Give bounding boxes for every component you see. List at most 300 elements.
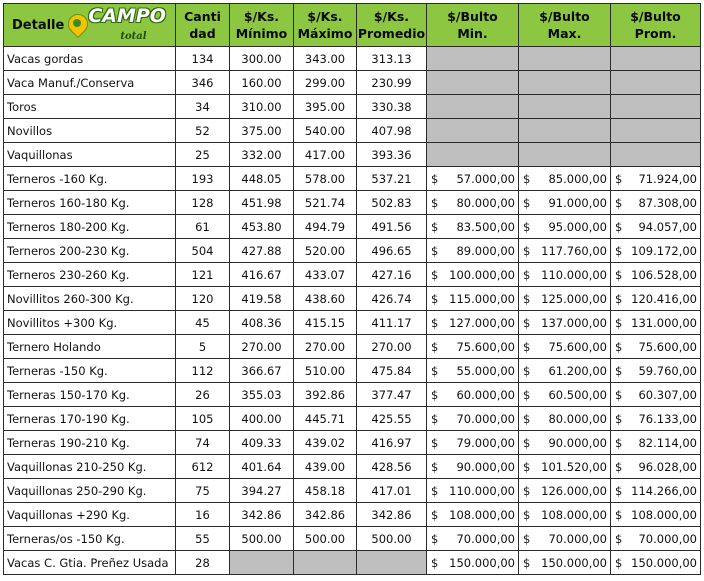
currency-symbol: $	[523, 243, 531, 258]
row-min-kg: 160.00	[230, 71, 294, 95]
table-row	[4, 215, 701, 239]
row-min-kg: 500.00	[230, 527, 294, 551]
logo-sub: total	[120, 31, 147, 42]
row-max-kg: 500.00	[294, 527, 357, 551]
row-max-kg: 439.02	[294, 431, 357, 455]
row-prom-kg: 330.38	[357, 95, 427, 119]
table-row	[4, 71, 701, 95]
row-bulto-max	[519, 359, 611, 383]
row-bulto-min	[427, 527, 519, 551]
currency-symbol: $	[523, 315, 531, 330]
row-bulto-prom	[611, 215, 701, 239]
currency-symbol: $	[523, 555, 531, 570]
money-value: 83.500,00	[456, 219, 515, 234]
row-detalle: Terneros 230-260 Kg.	[4, 263, 176, 287]
row-min-kg: 332.00	[230, 143, 294, 167]
table-row	[4, 95, 701, 119]
row-bulto-prom	[611, 383, 701, 407]
row-bulto-max	[519, 455, 611, 479]
row-detalle: Novillitos 260-300 Kg.	[4, 287, 176, 311]
currency-symbol: $	[615, 555, 623, 570]
table-row	[4, 431, 701, 455]
row-bulto-min	[427, 215, 519, 239]
row-bulto-min	[427, 239, 519, 263]
row-max-kg: 439.00	[294, 455, 357, 479]
row-bulto-max	[519, 503, 611, 527]
currency-symbol: $	[615, 387, 623, 402]
row-max-kg: 343.00	[294, 47, 357, 71]
currency-symbol: $	[431, 339, 439, 354]
currency-symbol: $	[615, 531, 623, 546]
money-value: 70.000,00	[548, 531, 607, 546]
money-value: 60.000,00	[456, 387, 515, 402]
currency-symbol: $	[615, 243, 623, 258]
row-bulto-max	[519, 383, 611, 407]
row-bulto-max	[519, 71, 611, 95]
row-bulto-max	[519, 407, 611, 431]
row-bulto-max	[519, 311, 611, 335]
logo-word: CAMPO	[88, 5, 166, 27]
header-row	[4, 4, 701, 47]
row-prom-kg: 417.01	[357, 479, 427, 503]
row-bulto-max	[519, 239, 611, 263]
money-value: 106.528,00	[631, 267, 697, 282]
money-value: 114.266,00	[631, 483, 697, 498]
row-prom-kg: 411.17	[357, 311, 427, 335]
row-min-kg: 400.00	[230, 407, 294, 431]
row-min-kg: 310.00	[230, 95, 294, 119]
row-bulto-prom	[611, 311, 701, 335]
table-row	[4, 143, 701, 167]
currency-symbol: $	[431, 459, 439, 474]
row-prom-kg: 230.99	[357, 71, 427, 95]
row-cantidad: 346	[176, 71, 230, 95]
row-detalle: Terneras -150 Kg.	[4, 359, 176, 383]
row-bulto-prom	[611, 479, 701, 503]
row-bulto-prom	[611, 335, 701, 359]
money-value: 110.000,00	[541, 267, 607, 282]
money-value: 91.000,00	[548, 195, 607, 210]
row-max-kg: 415.15	[294, 311, 357, 335]
currency-symbol: $	[431, 291, 439, 306]
money-value: 85.000,00	[548, 171, 607, 186]
row-prom-kg: 475.84	[357, 359, 427, 383]
row-bulto-prom	[611, 431, 701, 455]
row-detalle: Terneras 150-170 Kg.	[4, 383, 176, 407]
row-bulto-max	[519, 95, 611, 119]
money-value: 126.000,00	[541, 483, 607, 498]
row-detalle: Terneros 180-200 Kg.	[4, 215, 176, 239]
table-row	[4, 167, 701, 191]
row-bulto-prom	[611, 527, 701, 551]
currency-symbol: $	[431, 483, 439, 498]
money-value: 108.000,00	[449, 507, 515, 522]
header-detalle-label: Detalle	[12, 17, 65, 33]
row-max-kg: 438.60	[294, 287, 357, 311]
row-min-kg: 342.86	[230, 503, 294, 527]
row-bulto-max	[519, 479, 611, 503]
currency-symbol: $	[523, 387, 531, 402]
money-value: 108.000,00	[541, 507, 607, 522]
currency-symbol: $	[431, 315, 439, 330]
row-cantidad: 28	[176, 551, 230, 575]
money-value: 55.000,00	[456, 363, 515, 378]
row-min-kg: 408.36	[230, 311, 294, 335]
row-min-kg: 394.27	[230, 479, 294, 503]
money-value: 150.000,00	[449, 555, 515, 570]
money-value: 100.000,00	[449, 267, 515, 282]
row-bulto-min	[427, 287, 519, 311]
row-min-kg: 453.80	[230, 215, 294, 239]
money-value: 90.000,00	[548, 435, 607, 450]
row-prom-kg: 425.55	[357, 407, 427, 431]
money-value: 150.000,00	[541, 555, 607, 570]
currency-symbol: $	[523, 531, 531, 546]
row-min-kg: 355.03	[230, 383, 294, 407]
row-cantidad: 105	[176, 407, 230, 431]
row-bulto-prom	[611, 287, 701, 311]
money-value: 95.000,00	[548, 219, 607, 234]
row-prom-kg: 500.00	[357, 527, 427, 551]
currency-symbol: $	[431, 267, 439, 282]
currency-symbol: $	[523, 507, 531, 522]
money-value: 80.000,00	[456, 195, 515, 210]
money-value: 150.000,00	[631, 555, 697, 570]
row-detalle: Terneras/os -150 Kg.	[4, 527, 176, 551]
row-min-kg: 451.98	[230, 191, 294, 215]
row-cantidad: 61	[176, 215, 230, 239]
row-max-kg: 392.86	[294, 383, 357, 407]
price-table	[3, 3, 701, 575]
campo-total-logo	[68, 5, 166, 42]
table-row	[4, 119, 701, 143]
row-cantidad: 26	[176, 383, 230, 407]
row-max-kg: 458.18	[294, 479, 357, 503]
row-bulto-prom	[611, 407, 701, 431]
currency-symbol: $	[523, 459, 531, 474]
row-prom-kg: 407.98	[357, 119, 427, 143]
row-bulto-min	[427, 503, 519, 527]
row-prom-kg: 537.21	[357, 167, 427, 191]
currency-symbol: $	[615, 411, 623, 426]
currency-symbol: $	[523, 267, 531, 282]
row-max-kg: 342.86	[294, 503, 357, 527]
money-value: 60.307,00	[638, 387, 697, 402]
currency-symbol: $	[615, 267, 623, 282]
currency-symbol: $	[523, 291, 531, 306]
table-row	[4, 551, 701, 575]
row-max-kg: 540.00	[294, 119, 357, 143]
money-value: 82.114,00	[638, 435, 697, 450]
row-detalle: Terneros 200-230 Kg.	[4, 239, 176, 263]
header-bulto-max: $/Bulto Max.	[519, 4, 611, 47]
row-bulto-max	[519, 191, 611, 215]
table-body	[4, 47, 701, 575]
row-bulto-prom	[611, 263, 701, 287]
row-cantidad: 128	[176, 191, 230, 215]
row-max-kg: 520.00	[294, 239, 357, 263]
row-max-kg: 433.07	[294, 263, 357, 287]
row-cantidad: 121	[176, 263, 230, 287]
row-bulto-min	[427, 71, 519, 95]
row-detalle: Vacas gordas	[4, 47, 176, 71]
row-cantidad: 55	[176, 527, 230, 551]
row-cantidad: 25	[176, 143, 230, 167]
money-value: 75.600,00	[638, 339, 697, 354]
row-cantidad: 45	[176, 311, 230, 335]
money-value: 115.000,00	[449, 291, 515, 306]
money-value: 70.000,00	[456, 411, 515, 426]
table-row	[4, 263, 701, 287]
row-detalle: Ternero Holando	[4, 335, 176, 359]
row-bulto-max	[519, 431, 611, 455]
table-row	[4, 455, 701, 479]
row-bulto-prom	[611, 455, 701, 479]
money-value: 127.000,00	[449, 315, 515, 330]
money-value: 79.000,00	[456, 435, 515, 450]
row-cantidad: 120	[176, 287, 230, 311]
currency-symbol: $	[431, 219, 439, 234]
currency-symbol: $	[431, 411, 439, 426]
currency-symbol: $	[523, 219, 531, 234]
money-value: 71.924,00	[638, 171, 697, 186]
money-value: 137.000,00	[541, 315, 607, 330]
money-value: 117.760,00	[541, 243, 607, 258]
row-detalle: Terneras 190-210 Kg.	[4, 431, 176, 455]
row-min-kg: 427.88	[230, 239, 294, 263]
row-bulto-min	[427, 383, 519, 407]
row-max-kg	[294, 551, 357, 575]
row-detalle: Vaquillonas	[4, 143, 176, 167]
currency-symbol: $	[523, 411, 531, 426]
currency-symbol: $	[615, 507, 623, 522]
row-min-kg: 401.64	[230, 455, 294, 479]
row-detalle: Vaquillonas 210-250 Kg.	[4, 455, 176, 479]
row-bulto-min	[427, 311, 519, 335]
row-prom-kg: 491.56	[357, 215, 427, 239]
row-min-kg: 300.00	[230, 47, 294, 71]
table-row	[4, 311, 701, 335]
row-bulto-prom	[611, 143, 701, 167]
row-detalle: Vaca Manuf./Conserva	[4, 71, 176, 95]
row-bulto-max	[519, 335, 611, 359]
table-row	[4, 47, 701, 71]
row-prom-kg	[357, 551, 427, 575]
money-value: 59.760,00	[638, 363, 697, 378]
money-value: 109.172,00	[631, 243, 697, 258]
money-value: 131.000,00	[631, 315, 697, 330]
row-max-kg: 510.00	[294, 359, 357, 383]
currency-symbol: $	[615, 195, 623, 210]
row-prom-kg: 313.13	[357, 47, 427, 71]
currency-symbol: $	[615, 339, 623, 354]
row-cantidad: 52	[176, 119, 230, 143]
row-min-kg: 270.00	[230, 335, 294, 359]
currency-symbol: $	[523, 363, 531, 378]
table-row	[4, 239, 701, 263]
row-max-kg: 299.00	[294, 71, 357, 95]
currency-symbol: $	[523, 435, 531, 450]
currency-symbol: $	[523, 339, 531, 354]
row-bulto-prom	[611, 239, 701, 263]
money-value: 75.600,00	[456, 339, 515, 354]
money-value: 120.416,00	[631, 291, 697, 306]
currency-symbol: $	[431, 195, 439, 210]
currency-symbol: $	[523, 483, 531, 498]
row-bulto-min	[427, 407, 519, 431]
header-prom-kg: $/Ks. Promedio	[357, 4, 427, 47]
row-cantidad: 74	[176, 431, 230, 455]
currency-symbol: $	[615, 291, 623, 306]
row-bulto-min	[427, 551, 519, 575]
row-cantidad: 75	[176, 479, 230, 503]
row-detalle: Toros	[4, 95, 176, 119]
row-detalle: Vaquillonas +290 Kg.	[4, 503, 176, 527]
row-min-kg: 409.33	[230, 431, 294, 455]
row-max-kg: 395.00	[294, 95, 357, 119]
row-prom-kg: 427.16	[357, 263, 427, 287]
row-bulto-max	[519, 119, 611, 143]
money-value: 61.200,00	[548, 363, 607, 378]
header-bulto-min: $/Bulto Min.	[427, 4, 519, 47]
row-min-kg: 419.58	[230, 287, 294, 311]
row-bulto-max	[519, 287, 611, 311]
money-value: 89.000,00	[456, 243, 515, 258]
money-value: 70.000,00	[456, 531, 515, 546]
row-detalle: Vaquillonas 250-290 Kg.	[4, 479, 176, 503]
row-bulto-min	[427, 119, 519, 143]
row-prom-kg: 502.83	[357, 191, 427, 215]
row-bulto-max	[519, 215, 611, 239]
currency-symbol: $	[523, 171, 531, 186]
row-cantidad: 16	[176, 503, 230, 527]
header-detalle	[4, 4, 176, 47]
currency-symbol: $	[615, 435, 623, 450]
row-detalle: Novillos	[4, 119, 176, 143]
currency-symbol: $	[431, 243, 439, 258]
row-bulto-max	[519, 167, 611, 191]
table-row	[4, 407, 701, 431]
currency-symbol: $	[431, 507, 439, 522]
row-bulto-prom	[611, 71, 701, 95]
row-bulto-max	[519, 47, 611, 71]
row-min-kg: 375.00	[230, 119, 294, 143]
money-value: 70.000,00	[638, 531, 697, 546]
row-prom-kg: 496.65	[357, 239, 427, 263]
header-max-kg: $/Ks. Máximo	[294, 4, 357, 47]
currency-symbol: $	[615, 315, 623, 330]
money-value: 75.600,00	[548, 339, 607, 354]
money-value: 94.057,00	[638, 219, 697, 234]
row-bulto-max	[519, 143, 611, 167]
row-bulto-prom	[611, 359, 701, 383]
row-bulto-max	[519, 263, 611, 287]
row-bulto-prom	[611, 95, 701, 119]
row-prom-kg: 270.00	[357, 335, 427, 359]
money-value: 76.133,00	[638, 411, 697, 426]
row-bulto-max	[519, 551, 611, 575]
table-row	[4, 503, 701, 527]
row-bulto-min	[427, 191, 519, 215]
money-value: 87.308,00	[638, 195, 697, 210]
table-row	[4, 335, 701, 359]
row-cantidad: 5	[176, 335, 230, 359]
row-cantidad: 504	[176, 239, 230, 263]
header-cantidad: Canti dad	[176, 4, 230, 47]
row-bulto-min	[427, 335, 519, 359]
row-cantidad: 112	[176, 359, 230, 383]
money-value: 96.028,00	[638, 459, 697, 474]
money-value: 101.520,00	[541, 459, 607, 474]
currency-symbol: $	[615, 219, 623, 234]
header-bulto-prom: $/Bulto Prom.	[611, 4, 701, 47]
row-bulto-min	[427, 167, 519, 191]
row-prom-kg: 393.36	[357, 143, 427, 167]
row-min-kg: 448.05	[230, 167, 294, 191]
row-max-kg: 578.00	[294, 167, 357, 191]
row-max-kg: 417.00	[294, 143, 357, 167]
row-bulto-min	[427, 47, 519, 71]
header-min-kg: $/Ks. Mínimo	[230, 4, 294, 47]
currency-symbol: $	[431, 363, 439, 378]
money-value: 108.000,00	[631, 507, 697, 522]
row-prom-kg: 428.56	[357, 455, 427, 479]
row-bulto-min	[427, 263, 519, 287]
currency-symbol: $	[615, 459, 623, 474]
row-bulto-prom	[611, 47, 701, 71]
row-min-kg: 416.67	[230, 263, 294, 287]
row-bulto-min	[427, 143, 519, 167]
money-value: 125.000,00	[541, 291, 607, 306]
money-value: 57.000,00	[456, 171, 515, 186]
row-bulto-prom	[611, 119, 701, 143]
row-bulto-min	[427, 479, 519, 503]
row-prom-kg: 426.74	[357, 287, 427, 311]
row-bulto-max	[519, 527, 611, 551]
money-value: 60.500,00	[548, 387, 607, 402]
currency-symbol: $	[431, 387, 439, 402]
row-bulto-prom	[611, 503, 701, 527]
row-min-kg: 366.67	[230, 359, 294, 383]
row-bulto-prom	[611, 551, 701, 575]
currency-symbol: $	[431, 435, 439, 450]
row-bulto-prom	[611, 191, 701, 215]
row-prom-kg: 377.47	[357, 383, 427, 407]
row-cantidad: 134	[176, 47, 230, 71]
table-row	[4, 191, 701, 215]
row-prom-kg: 416.97	[357, 431, 427, 455]
row-detalle: Novillitos +300 Kg.	[4, 311, 176, 335]
row-max-kg: 445.71	[294, 407, 357, 431]
table-row	[4, 479, 701, 503]
row-bulto-min	[427, 95, 519, 119]
money-value: 90.000,00	[456, 459, 515, 474]
money-value: 110.000,00	[449, 483, 515, 498]
currency-symbol: $	[431, 171, 439, 186]
table-row	[4, 527, 701, 551]
table-row	[4, 287, 701, 311]
row-prom-kg: 342.86	[357, 503, 427, 527]
row-detalle: Terneras 170-190 Kg.	[4, 407, 176, 431]
row-detalle: Vacas C. Gtia. Preñez Usada	[4, 551, 176, 575]
currency-symbol: $	[615, 483, 623, 498]
row-cantidad: 34	[176, 95, 230, 119]
currency-symbol: $	[523, 195, 531, 210]
row-detalle: Terneros 160-180 Kg.	[4, 191, 176, 215]
row-bulto-min	[427, 431, 519, 455]
currency-symbol: $	[615, 171, 623, 186]
row-bulto-min	[427, 359, 519, 383]
